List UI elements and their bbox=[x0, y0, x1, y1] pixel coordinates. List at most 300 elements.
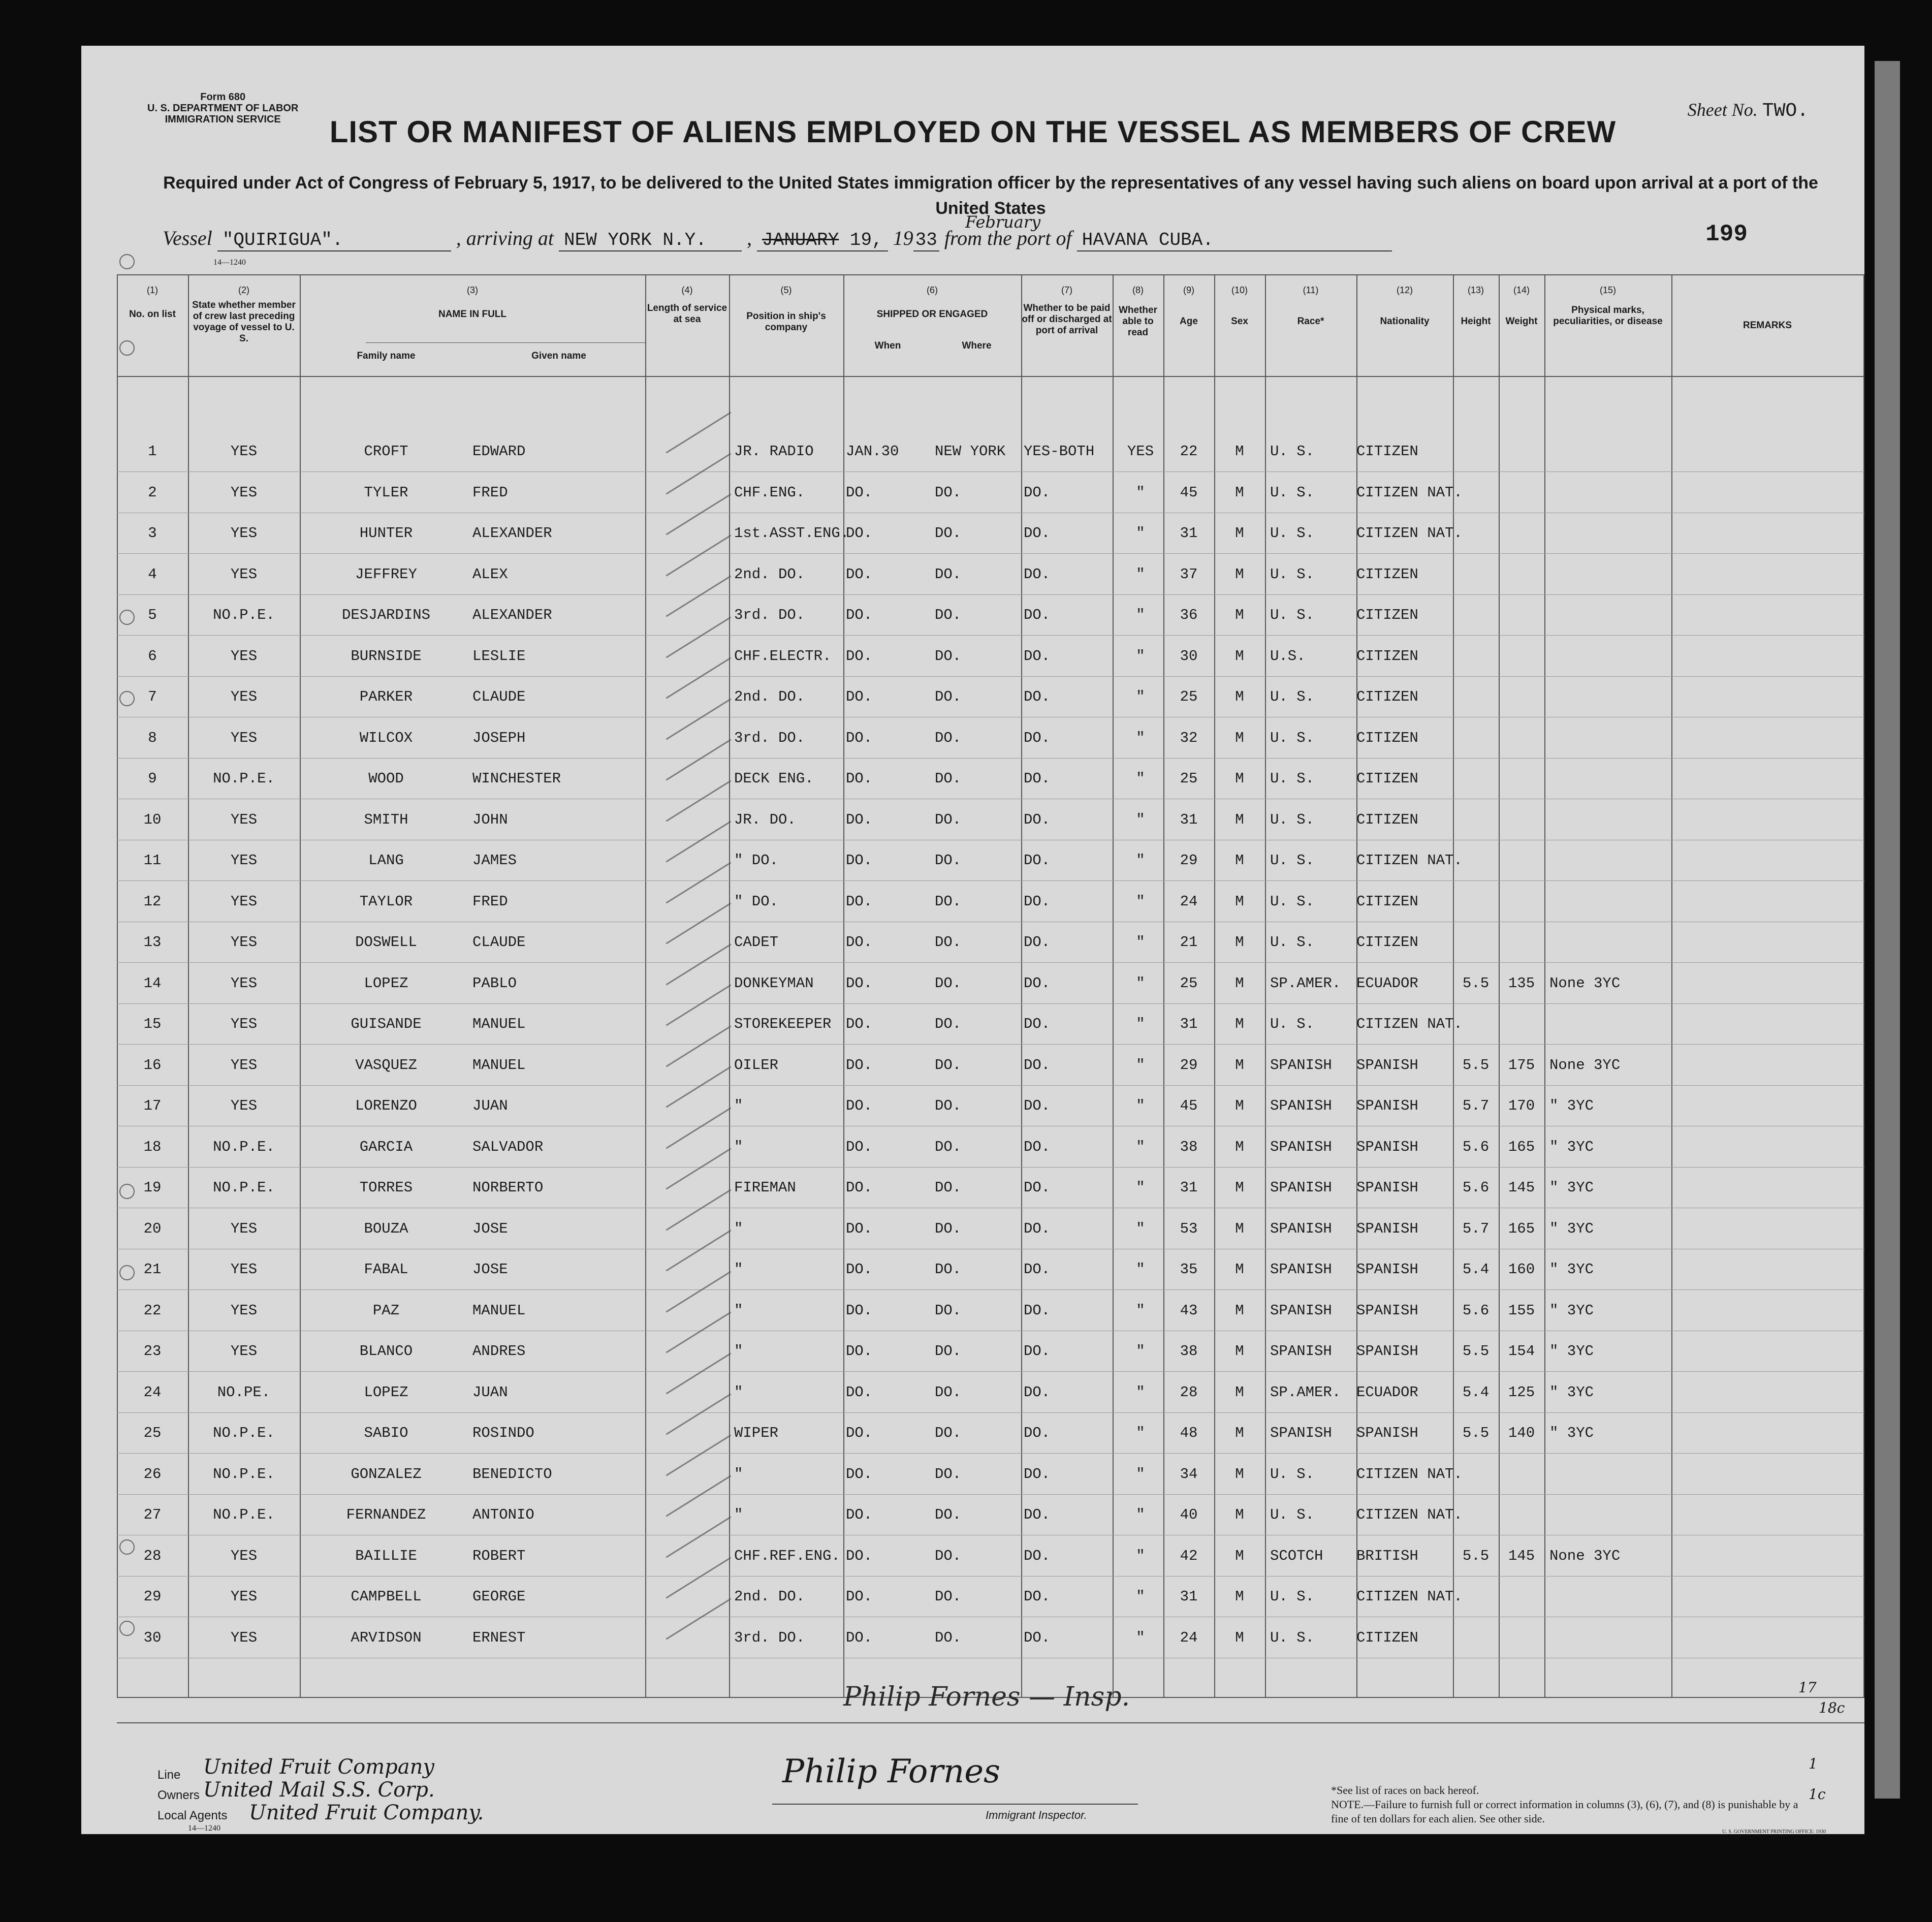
cell-marks: " 3YC bbox=[1549, 1302, 1594, 1319]
cell-weight: 170 bbox=[1508, 1097, 1535, 1114]
cell-no: 20 bbox=[143, 1220, 162, 1237]
cell-marks: " 3YC bbox=[1549, 1097, 1594, 1114]
table-row bbox=[81, 1250, 1864, 1290]
cell-sex: M bbox=[1235, 852, 1244, 869]
cell-age: 29 bbox=[1180, 852, 1198, 869]
cell-given: ERNEST bbox=[472, 1629, 526, 1646]
cell-no: 18 bbox=[143, 1138, 162, 1155]
cell-when: DO. bbox=[846, 525, 873, 542]
cell-no: 19 bbox=[143, 1179, 162, 1196]
binding-hole bbox=[119, 610, 135, 625]
cell-sex: M bbox=[1235, 1179, 1244, 1196]
table-row bbox=[81, 432, 1864, 472]
cell-paid: DO. bbox=[1024, 1056, 1051, 1074]
cell-sex: M bbox=[1235, 893, 1244, 910]
cell-race: SCOTCH bbox=[1270, 1547, 1323, 1564]
cell-when: DO. bbox=[846, 1465, 873, 1483]
cell-given: ALEXANDER bbox=[472, 607, 552, 623]
cell-sex: M bbox=[1235, 1506, 1244, 1523]
cell-sex: M bbox=[1235, 1302, 1244, 1319]
cell-height: 5.7 bbox=[1462, 1220, 1490, 1237]
cell-when: DO. bbox=[846, 1261, 873, 1278]
cell-race: U. S. bbox=[1270, 729, 1315, 746]
cell-no: 28 bbox=[143, 1547, 162, 1564]
cell-sex: M bbox=[1235, 1138, 1244, 1155]
cell-state: YES bbox=[230, 647, 258, 665]
cell-age: 25 bbox=[1180, 770, 1198, 787]
table-header-rule bbox=[117, 376, 1864, 377]
cell-where: DO. bbox=[935, 974, 962, 992]
year-prefix: 19 bbox=[893, 227, 913, 249]
col-7-header: (7) Whether to be paid off or discharged at port of arrival bbox=[1022, 285, 1112, 336]
check-mark bbox=[666, 412, 732, 453]
col-5-header: (5) Position in ship's company bbox=[746, 285, 826, 333]
cell-age: 28 bbox=[1180, 1383, 1198, 1401]
arriving-port: NEW YORK N.Y. bbox=[559, 230, 742, 251]
cell-position: " bbox=[734, 1343, 743, 1360]
cell-paid: DO. bbox=[1024, 729, 1051, 746]
col-2-header: (2) State whether member of crew last preceding voyage of vessel to U. S. bbox=[192, 285, 296, 344]
cell-no: 14 bbox=[143, 974, 162, 992]
col-4-header: (4) Length of service at sea bbox=[647, 285, 727, 325]
cell-position: " bbox=[734, 1383, 743, 1401]
cell-nat: SPANISH bbox=[1356, 1097, 1418, 1114]
cell-when: DO. bbox=[846, 1138, 873, 1155]
department-name: U. S. DEPARTMENT OF LABOR bbox=[147, 103, 299, 114]
cell-when: DO. bbox=[846, 1016, 873, 1032]
cell-age: 24 bbox=[1180, 1629, 1198, 1646]
cell-sex: M bbox=[1235, 565, 1244, 583]
sheet-value: TWO. bbox=[1762, 100, 1809, 122]
cell-height: 5.6 bbox=[1462, 1138, 1490, 1155]
cell-when: DO. bbox=[846, 1343, 873, 1360]
cell-age: 22 bbox=[1180, 443, 1198, 460]
owners-value: United Mail S.S. Corp. bbox=[203, 1778, 435, 1802]
cell-family: CAMPBELL bbox=[351, 1588, 422, 1605]
cell-age: 45 bbox=[1180, 1097, 1198, 1114]
cell-race: U. S. bbox=[1270, 811, 1315, 828]
where-header: Where bbox=[962, 340, 992, 351]
cell-state: YES bbox=[230, 729, 258, 746]
cell-race: U. S. bbox=[1270, 1016, 1315, 1032]
table-row bbox=[81, 882, 1864, 923]
cell-no: 16 bbox=[143, 1056, 162, 1074]
cell-read: " bbox=[1136, 934, 1145, 951]
cell-read: " bbox=[1136, 565, 1145, 583]
cell-sex: M bbox=[1235, 1097, 1244, 1114]
page-number: 199 bbox=[1705, 221, 1748, 247]
cell-read: " bbox=[1136, 1629, 1145, 1646]
cell-nat: CITIZEN bbox=[1356, 607, 1418, 623]
cell-state: YES bbox=[230, 1261, 258, 1278]
cell-sex: M bbox=[1235, 647, 1244, 665]
cell-paid: DO. bbox=[1024, 811, 1051, 828]
vessel-label: Vessel bbox=[163, 227, 212, 249]
row-rule bbox=[117, 880, 1864, 881]
cell-where: DO. bbox=[935, 1261, 962, 1278]
cell-when: DO. bbox=[846, 688, 873, 705]
cell-given: CLAUDE bbox=[472, 688, 526, 705]
row-rule bbox=[117, 471, 1864, 472]
cell-read: " bbox=[1136, 1547, 1145, 1564]
col-3-header: (3) NAME IN FULL bbox=[438, 285, 507, 320]
cell-height: 5.5 bbox=[1462, 1056, 1490, 1074]
cell-sex: M bbox=[1235, 525, 1244, 542]
table-row bbox=[81, 1373, 1864, 1413]
cell-no: 27 bbox=[143, 1506, 162, 1523]
cell-race: U. S. bbox=[1270, 934, 1315, 951]
cell-no: 29 bbox=[143, 1588, 162, 1605]
cell-no: 7 bbox=[148, 688, 157, 705]
cell-paid: DO. bbox=[1024, 647, 1051, 665]
table-row bbox=[81, 923, 1864, 963]
cell-family: LORENZO bbox=[355, 1097, 417, 1114]
cell-where: DO. bbox=[935, 811, 962, 828]
cell-given: MANUEL bbox=[472, 1016, 526, 1032]
cell-family: WOOD bbox=[368, 770, 404, 787]
cell-no: 6 bbox=[148, 647, 157, 665]
cell-position: 1st.ASST.ENG. bbox=[734, 525, 849, 542]
line-label: Line bbox=[157, 1768, 181, 1782]
cell-sex: M bbox=[1235, 443, 1244, 460]
col-12-header: (12) Nationality bbox=[1380, 285, 1430, 327]
agents-code: 14—1240 bbox=[188, 1824, 220, 1833]
cell-no: 9 bbox=[148, 770, 157, 787]
cell-where: DO. bbox=[935, 729, 962, 746]
cell-when: DO. bbox=[846, 1425, 873, 1441]
cell-state: NO.PE. bbox=[217, 1383, 271, 1401]
cell-family: BURNSIDE bbox=[351, 647, 422, 665]
cell-race: SPANISH bbox=[1270, 1343, 1332, 1360]
cell-when: DO. bbox=[846, 1629, 873, 1646]
cell-height: 5.5 bbox=[1462, 1343, 1490, 1360]
owners-label: Owners bbox=[157, 1788, 200, 1802]
cell-height: 5.4 bbox=[1462, 1383, 1490, 1401]
cell-state: NO.P.E. bbox=[213, 1138, 275, 1155]
cell-position: CHF.ENG. bbox=[734, 484, 805, 501]
cell-where: DO. bbox=[935, 688, 962, 705]
cell-sex: M bbox=[1235, 607, 1244, 623]
table-row bbox=[81, 1495, 1864, 1536]
cell-given: JOSE bbox=[472, 1261, 508, 1278]
cell-paid: DO. bbox=[1024, 770, 1051, 787]
agents-label: Local Agents bbox=[157, 1809, 228, 1822]
cell-paid: DO. bbox=[1024, 1465, 1051, 1483]
vessel-name: "QUIRIGUA". bbox=[217, 230, 451, 251]
cell-nat: SPANISH bbox=[1356, 1056, 1418, 1074]
cell-family: PAZ bbox=[372, 1302, 400, 1319]
cell-family: JEFFREY bbox=[355, 565, 417, 583]
table-row bbox=[81, 718, 1864, 759]
departure-port: HAVANA CUBA. bbox=[1077, 230, 1392, 251]
cell-sex: M bbox=[1235, 1343, 1244, 1360]
cell-position: CHF.ELECTR. bbox=[734, 647, 832, 665]
cell-weight: 145 bbox=[1508, 1547, 1535, 1564]
table-row bbox=[81, 514, 1864, 554]
cell-given: GEORGE bbox=[472, 1588, 526, 1605]
binding-hole bbox=[119, 1621, 135, 1636]
cell-position: 3rd. DO. bbox=[734, 729, 805, 746]
col-14-header: (14) Weight bbox=[1505, 285, 1538, 327]
cell-when: DO. bbox=[846, 811, 873, 828]
cell-read: " bbox=[1136, 1056, 1145, 1074]
cell-nat: CITIZEN bbox=[1356, 729, 1418, 746]
cell-race: U. S. bbox=[1270, 1506, 1315, 1523]
cell-position: " bbox=[734, 1097, 743, 1114]
cell-read: " bbox=[1136, 1220, 1145, 1237]
cell-race: SPANISH bbox=[1270, 1097, 1332, 1114]
agents-value: United Fruit Company. bbox=[249, 1801, 484, 1824]
cell-state: YES bbox=[230, 1016, 258, 1032]
cell-state: NO.P.E. bbox=[213, 607, 275, 623]
cell-paid: DO. bbox=[1024, 565, 1051, 583]
cell-sex: M bbox=[1235, 1629, 1244, 1646]
table-row bbox=[81, 1332, 1864, 1372]
cell-where: DO. bbox=[935, 1056, 962, 1074]
cell-no: 2 bbox=[148, 484, 157, 501]
cell-read: " bbox=[1136, 852, 1145, 869]
cell-no: 17 bbox=[143, 1097, 162, 1114]
col-6-header: (6) SHIPPED OR ENGAGED bbox=[876, 285, 988, 320]
cell-no: 3 bbox=[148, 525, 157, 542]
cell-when: DO. bbox=[846, 893, 873, 910]
cell-state: YES bbox=[230, 934, 258, 951]
cell-given: JOHN bbox=[472, 811, 508, 828]
cell-paid: DO. bbox=[1024, 1179, 1051, 1196]
cell-nat: CITIZEN bbox=[1356, 565, 1418, 583]
races-note: *See list of races on back hereof. bbox=[1331, 1784, 1479, 1797]
cell-weight: 165 bbox=[1508, 1220, 1535, 1237]
table-row bbox=[81, 1127, 1864, 1168]
cell-given: PABLO bbox=[472, 974, 517, 992]
cell-read: " bbox=[1136, 525, 1145, 542]
cell-read: " bbox=[1136, 1506, 1145, 1523]
cell-state: NO.P.E. bbox=[213, 1425, 275, 1441]
cell-family: GONZALEZ bbox=[351, 1465, 422, 1483]
cell-marks: " 3YC bbox=[1549, 1343, 1594, 1360]
cell-nat: CITIZEN bbox=[1356, 647, 1418, 665]
table-row bbox=[81, 1291, 1864, 1332]
cell-when: DO. bbox=[846, 484, 873, 501]
cell-read: " bbox=[1136, 1302, 1145, 1319]
cell-age: 31 bbox=[1180, 1179, 1198, 1196]
cell-position: " bbox=[734, 1302, 743, 1319]
handwritten-month: February bbox=[965, 212, 1041, 232]
cell-marks: " 3YC bbox=[1549, 1261, 1594, 1278]
row-rule bbox=[117, 1085, 1864, 1086]
cell-paid: DO. bbox=[1024, 974, 1051, 992]
cell-paid: DO. bbox=[1024, 1547, 1051, 1564]
cell-position: DECK ENG. bbox=[734, 770, 814, 787]
cell-paid: DO. bbox=[1024, 1097, 1051, 1114]
cell-weight: 154 bbox=[1508, 1343, 1535, 1360]
cell-position: 2nd. DO. bbox=[734, 1588, 805, 1605]
cell-read: " bbox=[1136, 484, 1145, 501]
cell-given: ANTONIO bbox=[472, 1506, 534, 1523]
cell-given: JAMES bbox=[472, 852, 517, 869]
penalty-note: NOTE.—Failure to furnish full or correct information in columns (3), (6), (7), and (8) is punishable by a fine of ten dollars for each alien. See other side. bbox=[1331, 1798, 1798, 1825]
cell-where: DO. bbox=[935, 607, 962, 623]
cell-family: BAILLIE bbox=[355, 1547, 417, 1564]
cell-where: DO. bbox=[935, 1506, 962, 1523]
cell-read: " bbox=[1136, 1097, 1145, 1114]
cell-race: SPANISH bbox=[1270, 1261, 1332, 1278]
cell-family: LOPEZ bbox=[364, 1383, 408, 1401]
cell-family: BLANCO bbox=[359, 1343, 413, 1360]
cell-where: DO. bbox=[935, 1138, 962, 1155]
cell-family: BOUZA bbox=[364, 1220, 408, 1237]
cell-state: YES bbox=[230, 1097, 258, 1114]
cell-family: LOPEZ bbox=[364, 974, 408, 992]
cell-marks: " 3YC bbox=[1549, 1425, 1594, 1441]
cell-no: 12 bbox=[143, 893, 162, 910]
cell-nat: SPANISH bbox=[1356, 1425, 1418, 1441]
cell-age: 42 bbox=[1180, 1547, 1198, 1564]
cell-nat: CITIZEN bbox=[1356, 934, 1418, 951]
row-rule bbox=[117, 1371, 1864, 1372]
cell-weight: 145 bbox=[1508, 1179, 1535, 1196]
cell-height: 5.5 bbox=[1462, 1547, 1490, 1564]
margin-note-4: 1c bbox=[1809, 1786, 1826, 1803]
cell-sex: M bbox=[1235, 1261, 1244, 1278]
inspector-initials: Philip Fornes — Insp. bbox=[843, 1682, 1130, 1712]
cell-given: EDWARD bbox=[472, 443, 526, 460]
row-rule bbox=[117, 1576, 1864, 1577]
col-11-header: (11) Race* bbox=[1297, 285, 1324, 327]
cell-weight: 155 bbox=[1508, 1302, 1535, 1319]
table-row bbox=[81, 759, 1864, 800]
table-row bbox=[81, 637, 1864, 677]
cell-marks: " 3YC bbox=[1549, 1138, 1594, 1155]
table-row bbox=[81, 1577, 1864, 1618]
cell-paid: DO. bbox=[1024, 1506, 1051, 1523]
cell-given: JOSEPH bbox=[472, 729, 526, 746]
cell-when: DO. bbox=[846, 1179, 873, 1196]
cell-position: " DO. bbox=[734, 893, 779, 910]
cell-when: DO. bbox=[846, 647, 873, 665]
cell-nat: CITIZEN NAT. bbox=[1356, 1465, 1463, 1483]
row-rule bbox=[117, 635, 1864, 636]
cell-when: DO. bbox=[846, 1506, 873, 1523]
cell-nat: SPANISH bbox=[1356, 1302, 1418, 1319]
cell-when: DO. bbox=[846, 770, 873, 787]
cell-sex: M bbox=[1235, 1588, 1244, 1605]
footer-rule bbox=[117, 1722, 1864, 1723]
cell-paid: DO. bbox=[1024, 1343, 1051, 1360]
when-header: When bbox=[874, 340, 901, 351]
cell-paid: DO. bbox=[1024, 688, 1051, 705]
cell-where: DO. bbox=[935, 893, 962, 910]
cell-age: 36 bbox=[1180, 607, 1198, 623]
cell-position: " bbox=[734, 1220, 743, 1237]
cell-state: YES bbox=[230, 688, 258, 705]
table-row bbox=[81, 841, 1864, 881]
cell-height: 5.5 bbox=[1462, 1425, 1490, 1441]
inspector-label: Immigrant Inspector. bbox=[986, 1809, 1087, 1821]
cell-where: NEW YORK bbox=[935, 443, 1006, 460]
cell-position: " bbox=[734, 1506, 743, 1523]
cell-height: 5.5 bbox=[1462, 974, 1490, 992]
cell-read: YES bbox=[1127, 443, 1154, 460]
cell-paid: DO. bbox=[1024, 934, 1051, 951]
cell-given: MANUEL bbox=[472, 1302, 526, 1319]
cell-given: SALVADOR bbox=[472, 1138, 544, 1155]
cell-nat: CITIZEN NAT. bbox=[1356, 1016, 1463, 1032]
cell-family: GARCIA bbox=[359, 1138, 413, 1155]
cell-given: FRED bbox=[472, 893, 508, 910]
cell-age: 31 bbox=[1180, 1588, 1198, 1605]
cell-paid: DO. bbox=[1024, 852, 1051, 869]
cell-age: 40 bbox=[1180, 1506, 1198, 1523]
cell-where: DO. bbox=[935, 770, 962, 787]
cell-given: JUAN bbox=[472, 1383, 508, 1401]
cell-sex: M bbox=[1235, 484, 1244, 501]
binding-hole bbox=[119, 340, 135, 356]
table-row bbox=[81, 800, 1864, 841]
cell-sex: M bbox=[1235, 811, 1244, 828]
cell-no: 13 bbox=[143, 934, 162, 951]
table-row bbox=[81, 473, 1864, 514]
cell-no: 24 bbox=[143, 1383, 162, 1401]
cell-where: DO. bbox=[935, 934, 962, 951]
from-label: from the port of bbox=[944, 227, 1072, 249]
cell-no: 15 bbox=[143, 1016, 162, 1032]
cell-state: YES bbox=[230, 484, 258, 501]
cell-age: 35 bbox=[1180, 1261, 1198, 1278]
cell-nat: SPANISH bbox=[1356, 1220, 1418, 1237]
col-8-header: (8) Whether able to read bbox=[1119, 285, 1157, 338]
row-rule bbox=[117, 1412, 1864, 1413]
cell-position: 3rd. DO. bbox=[734, 607, 805, 623]
row-rule bbox=[117, 758, 1864, 759]
service-name: IMMIGRATION SERVICE bbox=[165, 114, 281, 125]
cell-no: 8 bbox=[148, 729, 157, 746]
cell-race: U. S. bbox=[1270, 443, 1315, 460]
cell-height: 5.4 bbox=[1462, 1261, 1490, 1278]
cell-read: " bbox=[1136, 770, 1145, 787]
cell-when: DO. bbox=[846, 729, 873, 746]
col-15-header: (15) Physical marks, peculiarities, or disease bbox=[1553, 285, 1663, 327]
cell-when: JAN.30 bbox=[846, 443, 899, 460]
cell-marks: None 3YC bbox=[1549, 1547, 1621, 1564]
cell-no: 25 bbox=[143, 1425, 162, 1441]
cell-read: " bbox=[1136, 974, 1145, 992]
cell-paid: DO. bbox=[1024, 484, 1051, 501]
cell-position: 3rd. DO. bbox=[734, 1629, 805, 1646]
cell-read: " bbox=[1136, 893, 1145, 910]
arrival-year: 33 bbox=[913, 230, 939, 251]
cell-nat: CITIZEN NAT. bbox=[1356, 484, 1463, 501]
cell-sex: M bbox=[1235, 1056, 1244, 1074]
cell-position: CADET bbox=[734, 934, 779, 951]
cell-family: FABAL bbox=[364, 1261, 408, 1278]
cell-state: YES bbox=[230, 1056, 258, 1074]
cell-sex: M bbox=[1235, 1547, 1244, 1564]
cell-no: 4 bbox=[148, 565, 157, 583]
cell-family: WILCOX bbox=[359, 729, 413, 746]
cell-age: 25 bbox=[1180, 688, 1198, 705]
cell-read: " bbox=[1136, 688, 1145, 705]
cell-state: YES bbox=[230, 1547, 258, 1564]
cell-no: 5 bbox=[148, 607, 157, 623]
cell-position: FIREMAN bbox=[734, 1179, 796, 1196]
cell-no: 1 bbox=[148, 443, 157, 460]
table-row bbox=[81, 1004, 1864, 1045]
arrival-day: 19, bbox=[849, 230, 883, 250]
inspector-signature: Philip Fornes bbox=[782, 1753, 1000, 1790]
table-row bbox=[81, 1209, 1864, 1250]
cell-where: DO. bbox=[935, 1383, 962, 1401]
